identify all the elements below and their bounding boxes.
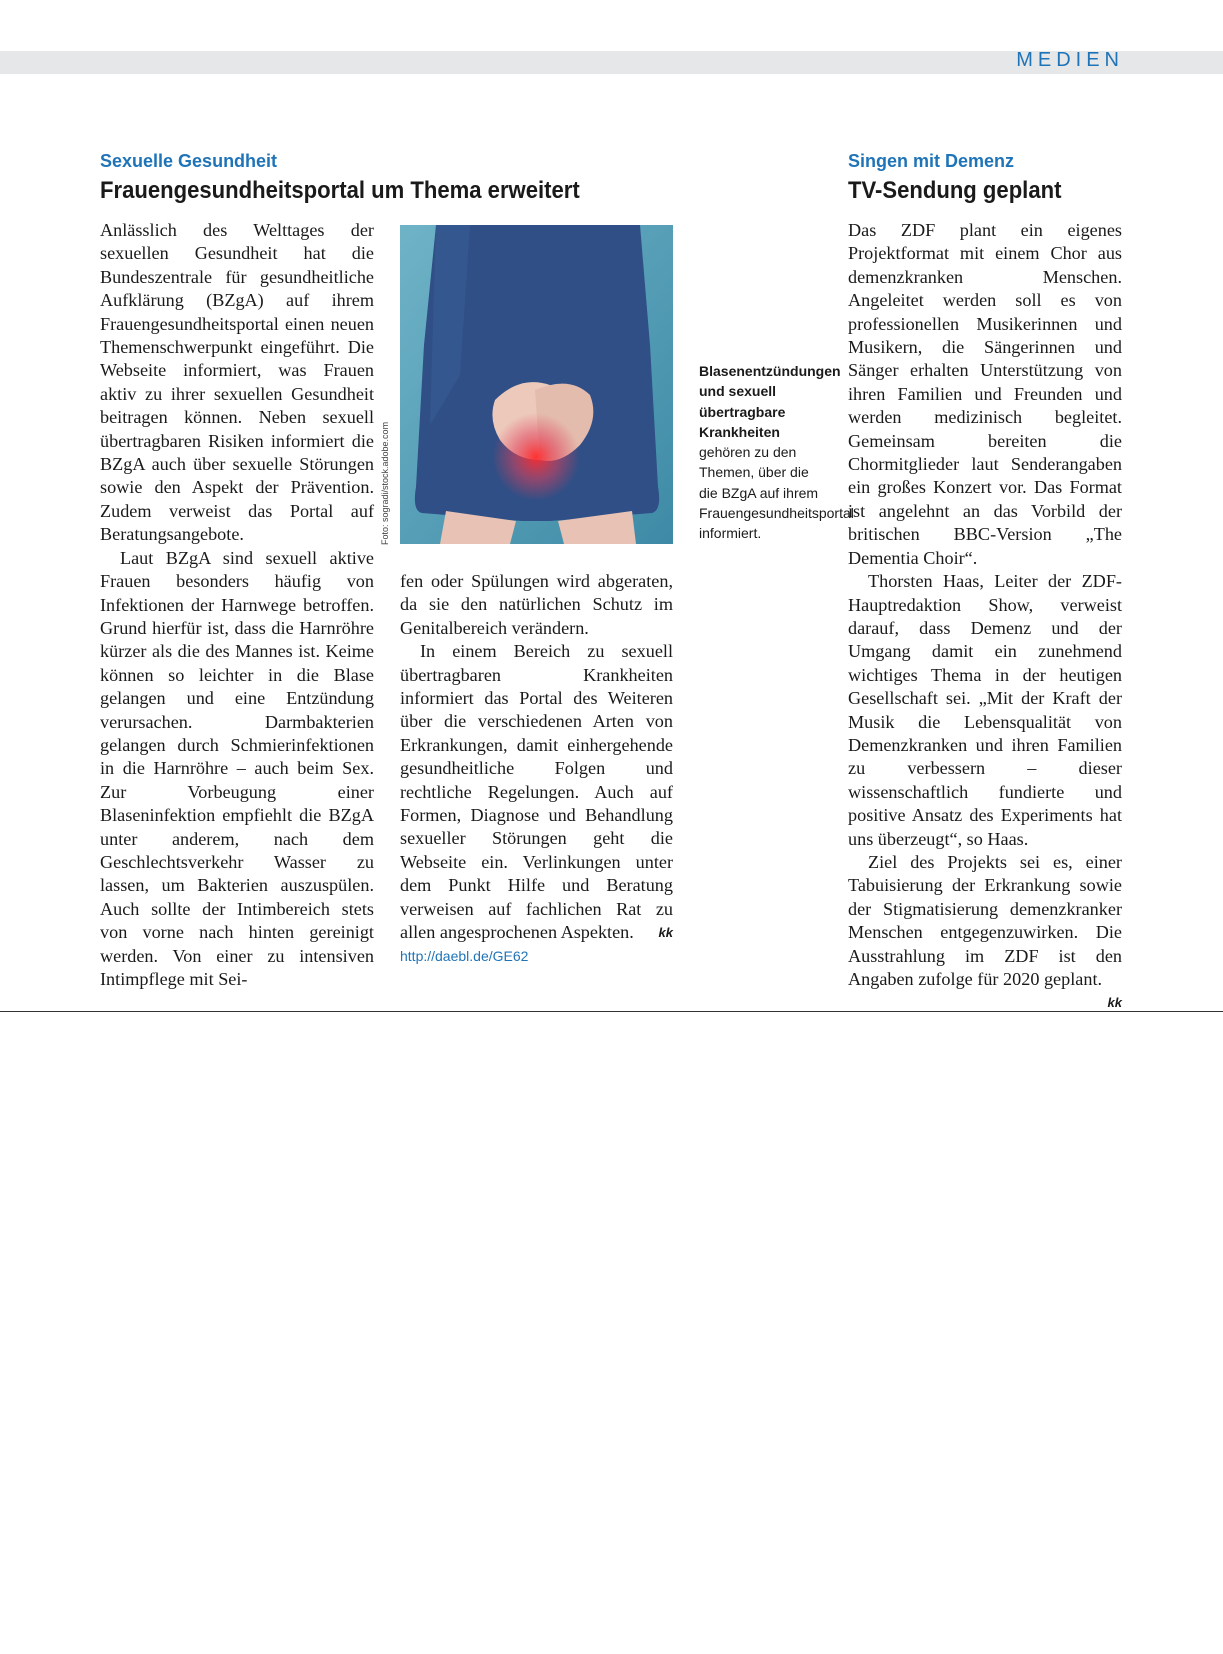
- caption-bold: Blasenentzündungen und sexuell übertragbare Krankheiten: [699, 363, 841, 440]
- photo-image: [400, 225, 673, 544]
- article2-column: [848, 219, 1122, 1015]
- photo-credit: Foto: sogradi/stock.adobe.com: [380, 421, 390, 545]
- article-photo: [400, 225, 673, 544]
- article2-paragraph-text: Ziel des Projekts sei es, einer Tabuisierung der Erkrankung sowie der Stigmatisierung demenzkranker Menschen entgegenzuwirken. Die Ausstrahlung im ZDF ist den Angaben zufolge für 2020 geplant.: [848, 851, 1122, 989]
- photo-caption: [699, 361, 854, 544]
- article1-paragraph-text: In einem Bereich zu sexuell übertragbaren Krankheiten informiert das Portal des Weiteren über die verschiedenen Arten von Erkrankungen, damit einhergehende gesundheitliche Folgen und rechtliche Regelungen. Auch auf Formen, Diagnose und Behandlung sexueller Störungen geht die Webseite ein. Verlinkungen unter dem Punkt Hilfe und Beratung verweisen auf fachlichen Rat zu allen angesprochenen Aspekten.: [400, 641, 673, 943]
- article1-kicker: Sexuelle Gesundheit: [100, 151, 278, 171]
- article2-paragraph: Das ZDF plant ein eigenes Projektformat mit einem Chor aus demenzkranken Menschen. Angeleitet werden soll es von professionellen Musikerinnen und Musikern, die Sängerinnen und Sänger erhalten Unterstützung von ihren Familien und Freunden und werden medizinisch begleitet. Gemeinsam bereiten die Chormitglieder laut Senderangaben ein großes Konzert vor. Das Format ist angelehnt an das Vorbild der britischen BBC-Version „The Dementia Choir“.: [848, 220, 1122, 568]
- article1-paragraph: Anlässlich des Welttages der sexuellen Gesundheit hat die Bundeszentrale für gesundheitliche Aufklärung (BZgA) auf ihrem Frauengesundheitsportal einen neuen Themenschwerpunkt eingeführt. Die Webseite informiert, was Frauen aktiv zu ihrer sexuellen Gesundheit beitragen können. Neben sexuell übertragbaren Risiken informiert die BZgA auch über sexuelle Störungen sowie den Aspekt der Prävention. Zudem verweist das Portal auf Beratungsangebote.: [100, 220, 374, 545]
- section-label: MEDIEN: [1016, 49, 1124, 71]
- article2-paragraph-last: [848, 851, 1122, 1011]
- caption-text: gehören zu den Themen, über die die BZgA auf ihrem Frauengesundheitsportal informiert.: [699, 444, 854, 542]
- article2-headline: TV-Sendung geplant: [848, 177, 1062, 204]
- article2-kicker: Singen mit Demenz: [848, 151, 1015, 171]
- author-signature: kk: [658, 925, 673, 941]
- article1-column-2: [400, 570, 673, 968]
- article2-paragraph: Thorsten Haas, Leiter der ZDF-Hauptredaktion Show, verweist darauf, dass Demenz und der Umgang damit ein zunehmend wichtiges Thema in der heutigen Gesellschaft sei. „Mit der Kraft der Musik die Lebensqualität von Demenzkranken und ihren Familien zu verbessern – dieser wissenschaftlich fundierte und positive Ansatz des Experiments hat uns überzeugt“, so Haas.: [848, 571, 1122, 849]
- author-signature: kk: [1107, 995, 1122, 1011]
- article-link[interactable]: http://daebl.de/GE62: [400, 947, 529, 964]
- article1-paragraph-last: [400, 640, 673, 944]
- article1-headline: Frauengesundheitsportal um Thema erweitert: [100, 177, 580, 204]
- bottom-divider: [0, 1011, 1223, 1012]
- article1-column-1: [100, 219, 374, 991]
- article1-paragraph: fen oder Spülungen wird abgeraten, da sie den natürlichen Schutz im Genitalbereich verändern.: [400, 571, 673, 638]
- article1-paragraph: Laut BZgA sind sexuell aktive Frauen besonders häufig von Infektionen der Harnwege betroffen. Grund hierfür ist, dass die Harnröhre kürzer als die des Mannes ist. Keime können so leichter in die Blase gelangen und eine Entzündung verursachen. Darmbakterien gelangen durch Schmierinfektionen in die Harnröhre – auch beim Sex. Zur Vorbeugung einer Blaseninfektion empfiehlt die BZgA unter anderem, nach dem Geschlechtsverkehr Wasser zu lassen, um Bakterien auszuspülen. Auch sollte der Intimbereich stets von vorne nach hinten gereinigt werden. Von einer zu intensiven Intimpflege mit Sei-: [100, 547, 374, 989]
